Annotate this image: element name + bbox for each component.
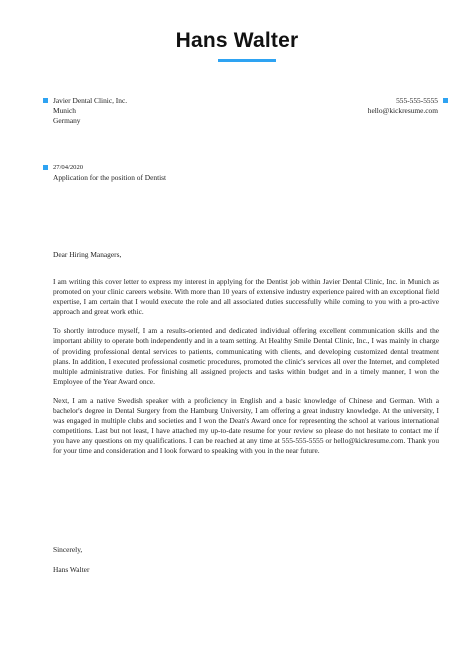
letter-body [53,277,439,457]
date-marker-icon [43,165,48,170]
contact-marker-icon [443,98,448,103]
letter-date: 27/04/2020 [53,164,84,171]
applicant-name: Hans Walter [175,29,299,52]
recipient-company: Javier Dental Clinic, Inc. [53,96,128,105]
recipient-city: Munich [53,106,76,115]
recipient-marker-icon [43,98,48,103]
sender-phone: 555-555-5555 [396,96,438,105]
body-paragraph: Next, I am a native Swedish speaker with a proficiency in English and a basic knowledge of Chinese and German. With a bachelor's degree in Dental Surgery from the Hamburg University, I am offering a great industry knowledge. At the university, I was engaged in multiple clubs and societies and I won the Dean's Award once for representing the school at various international competitions. Last but not least, I have attached my up-to-date resume for your review so please do not hesitate to contact me if you have any questions on my qualifications. I can be reached at any time at 555-555-5555 or hello@kickresume.com. Thank you for your time and consideration and I look forward to speaking with you in the near future. [53,395,439,456]
closing: Sincerely, [53,545,83,554]
name-underline [218,59,276,62]
salutation: Dear Hiring Managers, [53,250,122,259]
body-paragraph: To shortly introduce myself, I am a results-oriented and dedicated individual offering excellent communication skills and the important ability to operate both independently and in a team setting. At Healthy Smile Dental Clinic, Inc., I was mainly in charge of providing professional dental services to patients, communicating with clients, and developing customized dental treatment plans. In addition, I executed professional cosmetic procedures, promoted the clinic's services all over the Internet, and completed multiple administrative duties. For finishing all assigned projects and tasks within budget and in a timely manner, I won the Employee of the Year Award once. [53,326,439,386]
sender-email[interactable]: hello@kickresume.com [367,106,438,115]
signature-name: Hans Walter [53,565,90,574]
body-paragraph: I am writing this cover letter to express my interest in applying for the Dentist job within Javier Dental Clinic, Inc. in Munich as promoted on your clinic careers website. With more than 10 years of extensive industry experience paired with an exceptional field expertise, I am certain that I would execute the role and all associated duties successfully while coming to you with a pro-active approach and great work ethic. [53,277,439,317]
recipient-country: Germany [53,116,81,125]
letter-subject: Application for the position of Dentist [53,173,167,182]
